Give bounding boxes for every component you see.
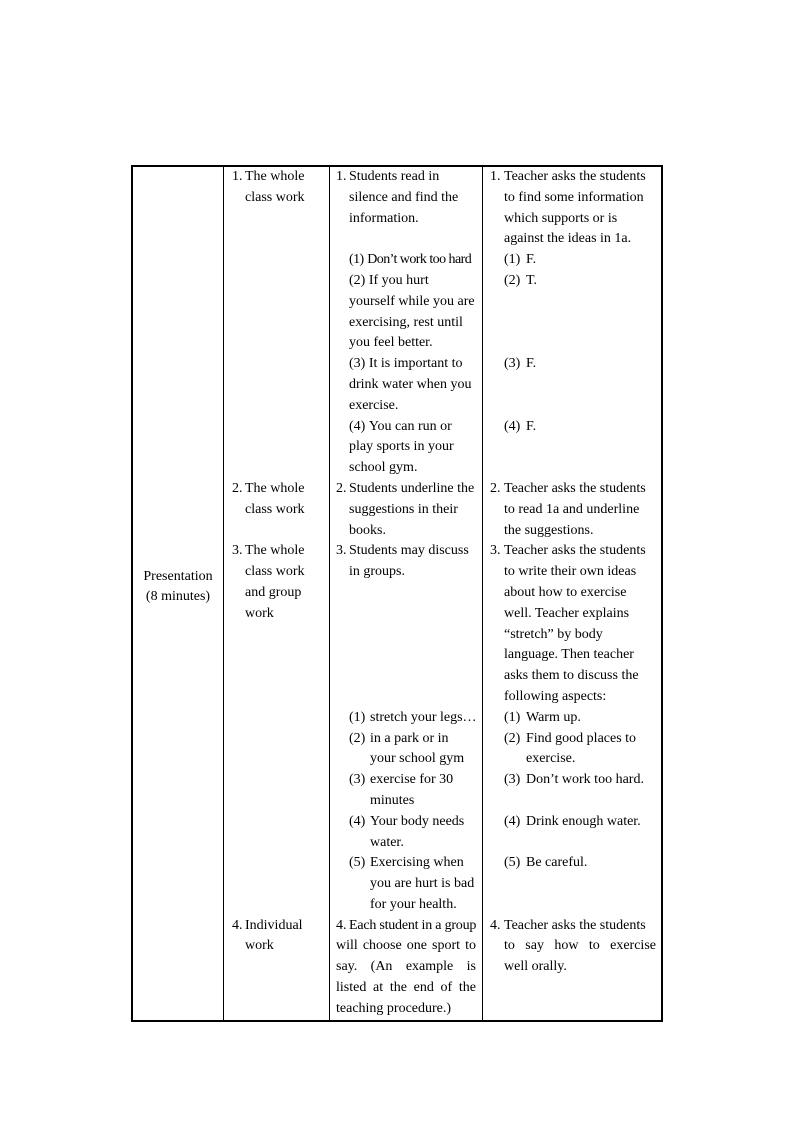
teacher-text: Warm up. bbox=[526, 709, 581, 725]
step-1-teacher-cell bbox=[482, 167, 661, 250]
subitem-number: (1) bbox=[504, 252, 521, 268]
student-line: play sports in your bbox=[349, 439, 454, 455]
student-text: Your body needs bbox=[370, 813, 465, 829]
student-line: will choose one sport to bbox=[336, 938, 476, 954]
step-3-subitem-students-cell bbox=[329, 708, 482, 729]
step-number: 3. bbox=[490, 543, 501, 559]
mode-line bbox=[232, 916, 329, 937]
student-line: school gym. bbox=[349, 460, 418, 476]
subitem-number: (2) bbox=[504, 272, 521, 288]
subitem-number: (3) bbox=[504, 356, 521, 372]
student-line bbox=[336, 354, 476, 375]
subitem-number: (1) bbox=[349, 252, 364, 268]
step-3-subitem-row bbox=[223, 853, 661, 915]
subitem-number: (1) bbox=[349, 709, 366, 725]
step-3-subitem-teacher-cell bbox=[482, 729, 661, 771]
student-line bbox=[336, 853, 476, 874]
step-4-row bbox=[223, 916, 661, 1020]
teacher-line: to read 1a and underline bbox=[504, 501, 640, 517]
mode-line bbox=[232, 479, 329, 500]
step-1-subitem-students-cell bbox=[329, 250, 482, 271]
teacher-line bbox=[490, 417, 656, 438]
student-line: exercise. bbox=[349, 397, 399, 413]
step-1-subitem-teacher-cell bbox=[482, 354, 661, 416]
teacher-line: language. Then teacher bbox=[504, 647, 634, 663]
step-2-row bbox=[223, 479, 661, 541]
step-4-teacher-cell bbox=[482, 916, 661, 1020]
teacher-text: Teacher asks the students bbox=[504, 543, 646, 559]
step-number: 1. bbox=[336, 169, 347, 184]
step-number: 4. bbox=[336, 917, 347, 933]
teacher-line: the suggestions. bbox=[504, 522, 594, 538]
subitem-number: (1) bbox=[504, 709, 521, 725]
step-1-subitem-teacher-cell bbox=[482, 250, 661, 271]
subitem-number: (3) bbox=[349, 356, 366, 372]
teacher-text: Don’t work too hard. bbox=[526, 772, 644, 788]
student-text: Students read in bbox=[349, 169, 440, 184]
student-line: suggestions in their bbox=[349, 501, 458, 517]
step-number: 2. bbox=[232, 480, 243, 496]
student-line: drink water when you bbox=[349, 376, 472, 392]
teacher-line bbox=[490, 479, 656, 500]
student-line bbox=[336, 271, 476, 292]
stage-name: Presentation bbox=[143, 568, 213, 584]
teacher-line bbox=[490, 541, 656, 562]
mode-line: and group bbox=[245, 584, 302, 600]
teacher-text: T. bbox=[526, 272, 538, 288]
mode-text: The whole bbox=[245, 543, 305, 559]
step-1-subitem-row bbox=[223, 271, 661, 354]
student-line bbox=[336, 167, 476, 188]
mode-line: work bbox=[245, 938, 274, 954]
step-2-teacher-cell bbox=[482, 479, 661, 541]
mode-cell-empty bbox=[223, 250, 329, 271]
teacher-line bbox=[490, 812, 656, 833]
student-line bbox=[336, 250, 476, 271]
mode-cell-empty bbox=[223, 812, 329, 854]
teacher-line: to find some information bbox=[504, 189, 644, 205]
mode-text: Individual bbox=[245, 917, 303, 933]
student-line bbox=[336, 729, 476, 750]
mode-line: class work bbox=[245, 189, 305, 205]
step-number: 1. bbox=[490, 169, 501, 184]
mode-cell-empty bbox=[223, 354, 329, 416]
step-3-teacher-cell bbox=[482, 541, 661, 707]
student-text: It is important to bbox=[368, 356, 463, 372]
step-3-subitem-students-cell bbox=[329, 770, 482, 812]
teacher-line bbox=[490, 354, 656, 375]
student-line: books. bbox=[349, 522, 386, 538]
subitem-number: (4) bbox=[349, 418, 366, 434]
step-3-subitem-students-cell bbox=[329, 853, 482, 915]
step-3-subitem-students-cell bbox=[329, 812, 482, 854]
step-1-subitem-row bbox=[223, 417, 661, 479]
student-text: in a park or in bbox=[370, 730, 449, 746]
teacher-line bbox=[490, 729, 656, 750]
step-number: 1. bbox=[232, 169, 243, 184]
student-line: your school gym bbox=[370, 751, 465, 767]
student-text: Don’t work too hard bbox=[367, 252, 472, 268]
step-1-subitem-teacher-cell bbox=[482, 417, 661, 479]
step-3-subitem-row bbox=[223, 729, 661, 771]
step-1-subitem-row bbox=[223, 354, 661, 416]
step-3-subitem-row bbox=[223, 708, 661, 729]
subitem-number: (3) bbox=[349, 772, 366, 788]
mode-line: class work bbox=[245, 564, 305, 580]
student-text: exercise for 30 bbox=[370, 772, 454, 788]
teacher-text: F. bbox=[526, 356, 537, 372]
student-line: water. bbox=[370, 834, 404, 850]
teacher-line: asks them to discuss the bbox=[504, 668, 639, 684]
step-number: 2. bbox=[490, 480, 501, 496]
student-text: Exercising when bbox=[370, 855, 464, 871]
student-text: You can run or bbox=[368, 418, 452, 434]
subitem-number: (2) bbox=[349, 272, 366, 288]
student-line: you are hurt is bad bbox=[370, 876, 475, 892]
step-1-subitem-row bbox=[223, 250, 661, 271]
step-number: 3. bbox=[232, 543, 243, 559]
teacher-line: “stretch” by body bbox=[504, 626, 603, 642]
subitem-number: (4) bbox=[349, 813, 366, 829]
step-1-mode-cell bbox=[223, 167, 329, 250]
student-text: stretch your legs… bbox=[370, 709, 477, 725]
step-number: 3. bbox=[336, 543, 347, 559]
teacher-line: against the ideas in 1a. bbox=[504, 231, 632, 247]
student-line: listed at the end of the bbox=[336, 980, 476, 996]
student-line: silence and find the bbox=[349, 189, 459, 205]
mode-cell-empty bbox=[223, 853, 329, 915]
teacher-text: Find good places to bbox=[526, 730, 637, 746]
student-line bbox=[336, 812, 476, 833]
mode-cell-empty bbox=[223, 729, 329, 771]
teacher-line bbox=[490, 250, 656, 271]
stage-duration: (8 minutes) bbox=[145, 589, 211, 605]
step-number: 4. bbox=[490, 917, 501, 933]
student-line: in groups. bbox=[349, 564, 405, 580]
student-line: yourself while you are bbox=[349, 293, 475, 309]
student-text: Students underline the bbox=[349, 480, 475, 496]
step-2-mode-cell bbox=[223, 479, 329, 541]
step-1-row bbox=[223, 167, 661, 250]
mode-text: The whole bbox=[245, 480, 305, 496]
student-line: say. (An example is bbox=[336, 959, 476, 975]
student-text: If you hurt bbox=[368, 272, 429, 288]
student-line: you feel better. bbox=[349, 335, 433, 351]
mode-cell-empty bbox=[223, 770, 329, 812]
teacher-line bbox=[490, 853, 656, 874]
student-text: Students may discuss bbox=[349, 543, 469, 559]
step-1-students-cell bbox=[329, 167, 482, 250]
teacher-line: well. Teacher explains bbox=[504, 605, 630, 621]
student-line bbox=[336, 708, 476, 729]
step-1-subitem-students-cell bbox=[329, 354, 482, 416]
lesson-procedure-table bbox=[131, 165, 663, 1022]
subitem-number: (2) bbox=[504, 730, 521, 746]
student-line: exercising, rest until bbox=[349, 314, 463, 330]
teacher-line: to write their own ideas bbox=[504, 564, 637, 580]
step-3-subitem-teacher-cell bbox=[482, 853, 661, 915]
step-4-mode-cell bbox=[223, 916, 329, 1020]
teacher-line bbox=[490, 708, 656, 729]
student-line bbox=[336, 479, 476, 500]
teacher-line: about how to exercise bbox=[504, 584, 627, 600]
mode-cell-empty bbox=[223, 708, 329, 729]
subitem-number: (4) bbox=[504, 418, 521, 434]
student-text: Each student in a group bbox=[349, 917, 477, 933]
step-number: 2. bbox=[336, 480, 347, 496]
student-line bbox=[336, 770, 476, 791]
teacher-line: which supports or is bbox=[504, 210, 618, 226]
teacher-line bbox=[490, 271, 656, 292]
teacher-line bbox=[490, 770, 656, 791]
step-3-subitem-teacher-cell bbox=[482, 708, 661, 729]
step-4-students-cell bbox=[329, 916, 482, 1020]
subitem-number: (5) bbox=[504, 855, 521, 871]
mode-cell-empty bbox=[223, 417, 329, 479]
step-1-subitem-teacher-cell bbox=[482, 271, 661, 354]
teacher-line bbox=[490, 916, 656, 937]
teacher-line: exercise. bbox=[526, 751, 576, 767]
student-line bbox=[336, 417, 476, 438]
mode-line: class work bbox=[245, 501, 305, 517]
step-3-subitem-teacher-cell bbox=[482, 812, 661, 854]
step-3-students-cell bbox=[329, 541, 482, 707]
teacher-line: following aspects: bbox=[504, 688, 607, 704]
student-line: teaching procedure.) bbox=[336, 1000, 452, 1016]
subitem-number: (4) bbox=[504, 813, 521, 829]
teacher-text: Be careful. bbox=[526, 855, 588, 871]
stage-cell bbox=[133, 167, 223, 1020]
mode-text: The whole bbox=[245, 169, 305, 184]
subitem-number: (3) bbox=[504, 772, 521, 788]
teacher-line: to say how to exercise bbox=[504, 938, 656, 954]
step-3-subitem-row bbox=[223, 812, 661, 854]
step-number: 4. bbox=[232, 917, 243, 933]
mode-line bbox=[232, 167, 329, 188]
teacher-text: F. bbox=[526, 252, 537, 268]
step-3-mode-cell bbox=[223, 541, 329, 707]
teacher-text: F. bbox=[526, 418, 537, 434]
step-2-students-cell bbox=[329, 479, 482, 541]
student-line: information. bbox=[349, 210, 419, 226]
teacher-text: Drink enough water. bbox=[526, 813, 641, 829]
teacher-line bbox=[490, 167, 656, 188]
mode-cell-empty bbox=[223, 271, 329, 354]
mode-line bbox=[232, 541, 329, 562]
step-3-row bbox=[223, 541, 661, 707]
teacher-text: Teacher asks the students bbox=[504, 169, 646, 184]
teacher-text: Teacher asks the students bbox=[504, 917, 646, 933]
mode-line: work bbox=[245, 605, 274, 621]
step-rows bbox=[223, 167, 661, 1020]
teacher-text: Teacher asks the students bbox=[504, 480, 646, 496]
teacher-line: well orally. bbox=[504, 959, 567, 975]
student-line: minutes bbox=[370, 792, 415, 808]
step-1-subitem-students-cell bbox=[329, 417, 482, 479]
subitem-number: (5) bbox=[349, 855, 366, 871]
step-1-subitem-students-cell bbox=[329, 271, 482, 354]
student-line: for your health. bbox=[370, 896, 457, 912]
subitem-number: (2) bbox=[349, 730, 366, 746]
step-3-subitem-row bbox=[223, 770, 661, 812]
step-3-subitem-students-cell bbox=[329, 729, 482, 771]
student-line bbox=[336, 541, 476, 562]
student-line bbox=[336, 916, 476, 937]
step-3-subitem-teacher-cell bbox=[482, 770, 661, 812]
